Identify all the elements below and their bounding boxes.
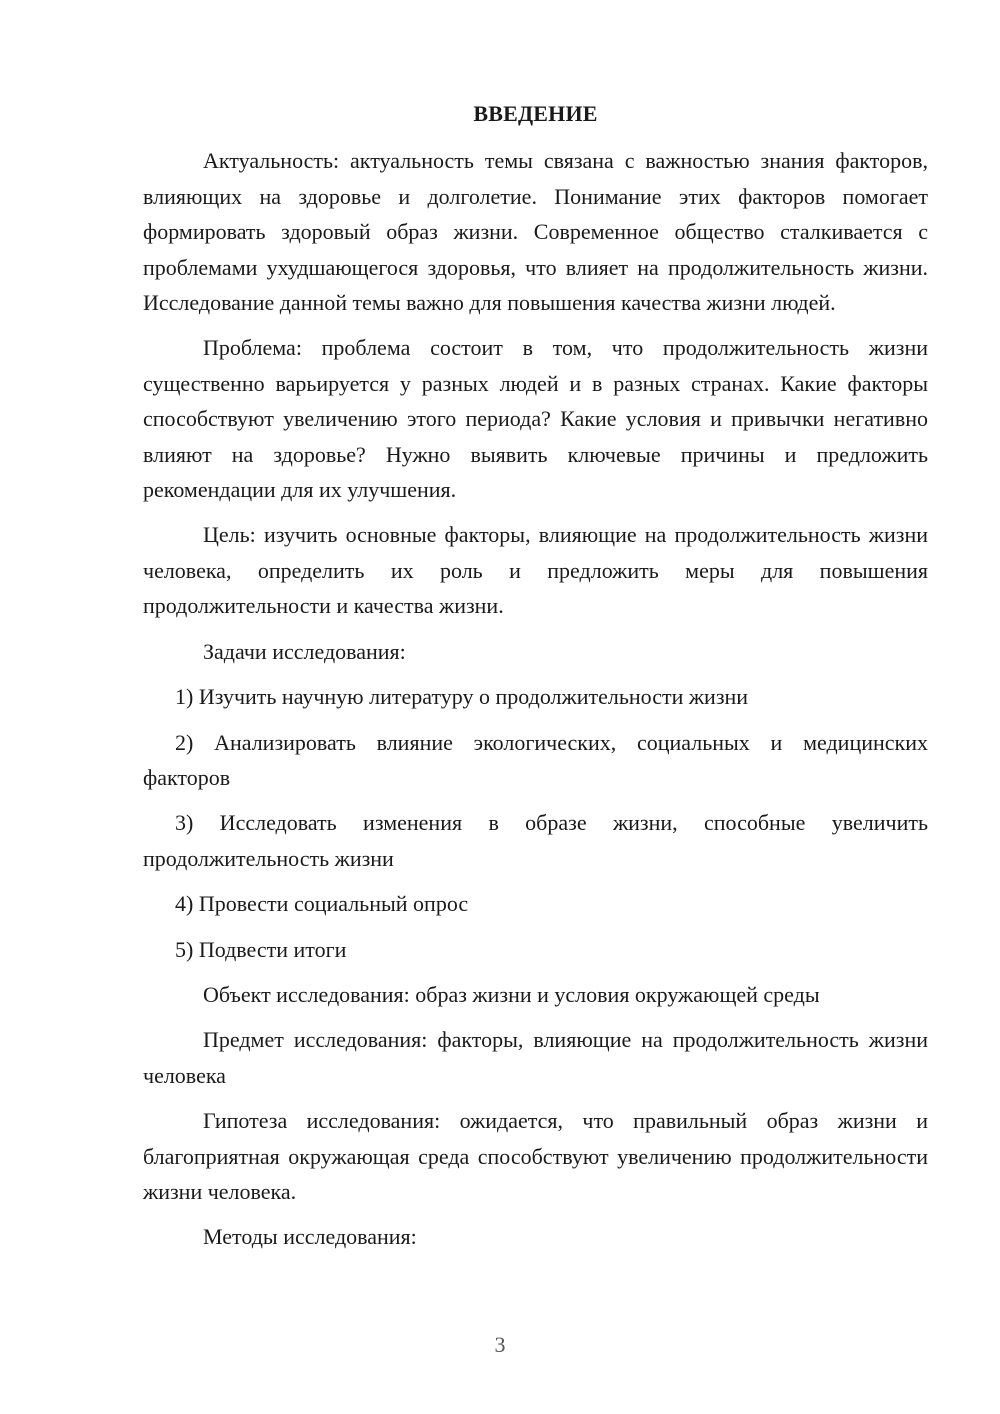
paragraph-subject: Предмет исследования: факторы, влияющие на продолжительность жизни человека [143, 1027, 928, 1088]
paragraph-hypothesis: Гипотеза исследования: ожидается, что правильный образ жизни и благоприятная окружающая среда способствуют увеличению продолжительности жизни человека. [143, 1108, 928, 1204]
task-item-3: 3) Исследовать изменения в образе жизни, способные увеличить продолжительность жизни [143, 810, 928, 871]
section-title: ВВЕДЕНИЕ [473, 101, 598, 126]
task-item-4: 4) Провести социальный опрос [175, 891, 469, 917]
paragraph-relevance: Актуальность: актуальность темы связана с важностью знания факторов, влияющих на здоровье и долголетие. Понимание этих факторов помогает формировать здоровый образ жизни. Современное общество сталкивается с проблемами ухудшающегося здоровья, что влияет на продолжительность жизни. Исследование данной темы важно для повышения качества жизни людей. [143, 148, 928, 316]
tasks-heading: Задачи исследования: [203, 638, 406, 664]
paragraph-goal: Цель: изучить основные факторы, влияющие на продолжительность жизни человека, определить их роль и предложить меры для повышения продолжительности и качества жизни. [143, 522, 928, 619]
document-page [143, 96, 928, 1265]
methods-heading: Методы исследования: [203, 1224, 417, 1250]
paragraph-object: Объект исследования: образ жизни и условия окружающей среды [203, 981, 820, 1007]
page-number: 3 [494, 1332, 506, 1357]
task-item-2: 2) Анализировать влияние экологических, социальных и медицинских факторов [143, 729, 928, 790]
task-item-1: 1) Изучить научную литературу о продолжительности жизни [175, 684, 749, 710]
task-item-5: 5) Подвести итоги [175, 936, 347, 962]
paragraph-problem: Проблема: проблема состоит в том, что продолжительность жизни существенно варьируется у разных людей и в разных странах. Какие факторы способствуют увеличению этого периода? Какие условия и привычки негативно влияют на здоровье? Нужно выявить ключевые причины и предложить рекомендации для их улучшения. [143, 335, 928, 503]
